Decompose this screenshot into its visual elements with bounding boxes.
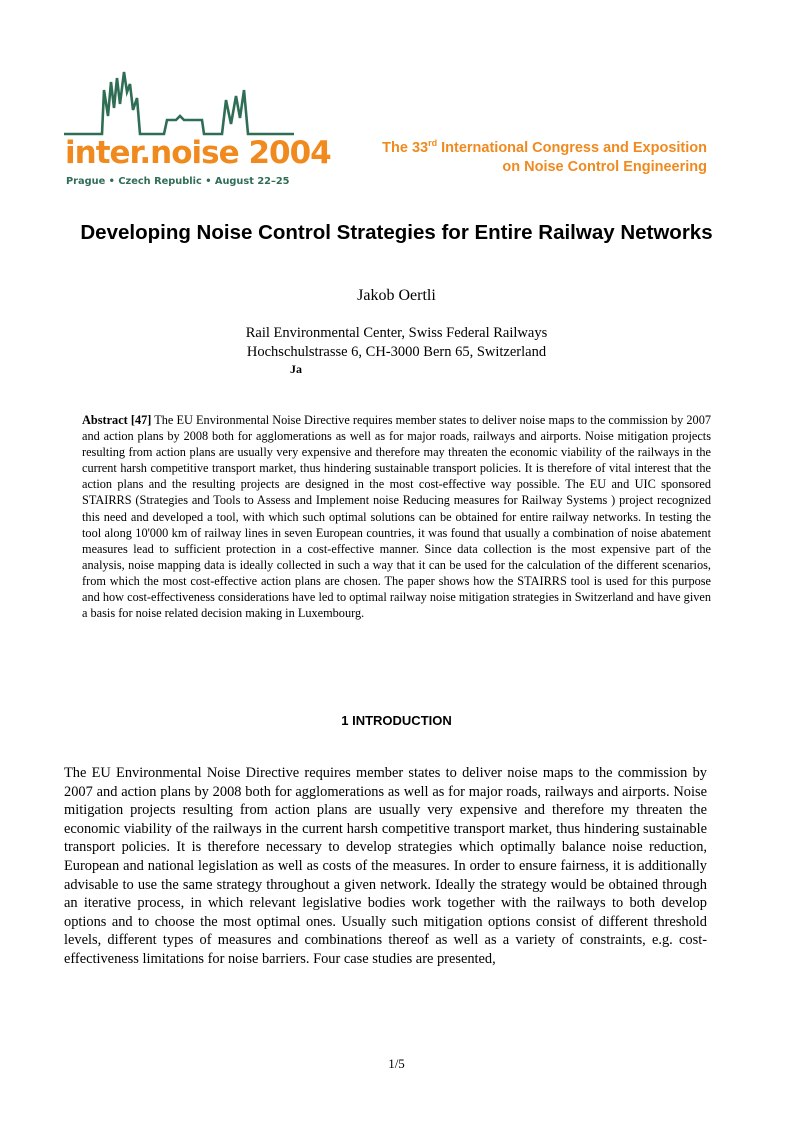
logo-tagline: Prague • Czech Republic • August 22–25 xyxy=(66,176,290,187)
conference-logo xyxy=(64,70,331,194)
author-affiliation xyxy=(0,324,793,362)
abstract-text: The EU Environmental Noise Directive requires member states to deliver noise maps to the commission by 2007 and action plans by 2008 both for agglomerations as well as for major roads, railways and airports. Noise mitigation projects resulting from action plans are usually very expensive and therefore may threaten the economic viability of the railways in the current harsh competitive transport market, thus hindering sustainable transport policies. It is therefore of vital interest that the action plans and the resulting projects are designed in the most cost-effective way possible. The EU and UIC sponsored STAIRRS (Strategies and Tools to Assess and Implement noise Reducing measures for Railway Systems ) project recognized this need and developed a tool, with which such optimal solutions can be obtained for entire railway networks. In testing the tool along 10'000 km of railway lines in seven European countries, it was found that usually a combination of noise abatement measures lead to sufficient protection in a cost-effective manner. Since data collection is the most expensive part of the analysis, noise mapping data is ideally collected in such a way that it can be used for the calculation of the different scenarios, from which the most cost-effective action plans are chosen. The paper shows how the STAIRRS tool is used for this purpose and how cost-effectiveness considerations have led to optimal railway noise mitigation strategies in Switzerland and have given a basis for noise related decision making in Luxembourg. xyxy=(82,413,711,621)
abstract-label: Abstract [47] xyxy=(82,413,152,427)
affiliation-line-2: Hochschulstrasse 6, CH-3000 Bern 65, Switzerland xyxy=(246,344,547,360)
page-number: 1/5 xyxy=(388,1056,405,1071)
affiliation-line-1: Rail Environmental Center, Swiss Federal Railways xyxy=(245,325,548,341)
skyline-graphic xyxy=(64,70,294,140)
paper-title: Developing Noise Control Strategies for Entire Railway Networks xyxy=(80,221,713,244)
congress-title xyxy=(382,139,707,177)
congress-line-1: The 33rd International Congress and Exposition xyxy=(382,138,707,156)
section-heading: 1 INTRODUCTION xyxy=(341,713,452,728)
abstract xyxy=(82,412,711,621)
introduction-paragraph: The EU Environmental Noise Directive requires member states to deliver noise maps to the commission by 2007 and action plans by 2008 both for agglomerations as well as for major roads, railways and airports. Noise mitigation projects resulting from action plans are usually very expensive and therefore my threaten the economic viability of the railways in the current harsh competitive transport market, thus hindering sustainable transport policies. It is therefore necessary to develop strategies which optimally balance noise reduction, European and national legislation as well as costs of the measures. In order to ensure fairness, it is additionally advisable to use the same strategy throughout a given network. Ideally the strategy would be obtained through an iterative process, in which relevant legislative bodies work together with the railways to both develop options and to choose the most optimal ones. Usually such mitigation options consist of different threshold levels, different types of measures and combinations thereof as well as a variety of constraints, e.g. cost-effectiveness limitations for noise barriers. Four case studies are presented, xyxy=(64,765,707,967)
congress-line-2: on Noise Control Engineering xyxy=(502,159,707,175)
logo-wordmark: inter.noise 2004 xyxy=(65,135,331,171)
ordinal-suffix: rd xyxy=(428,138,438,148)
email-glyph: Ja xyxy=(290,362,302,376)
author-name: Jakob Oertli xyxy=(357,287,436,304)
